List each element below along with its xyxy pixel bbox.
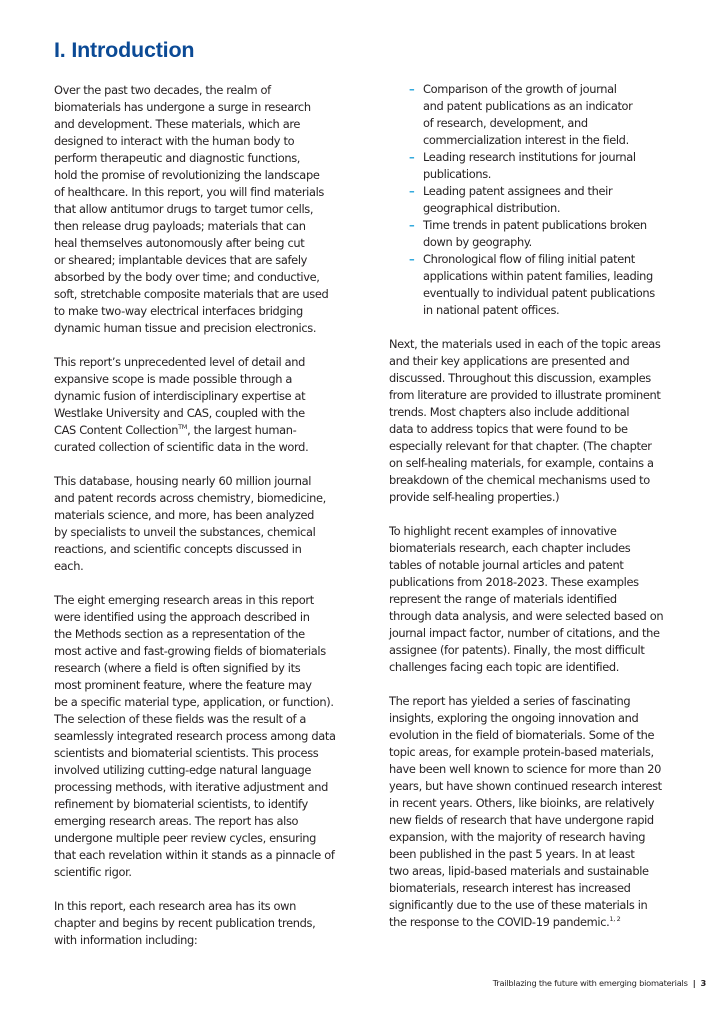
- text-line: research (where a field is often signified by its: [54, 661, 301, 675]
- text-line: involved utilizing cutting-edge natural language: [54, 763, 312, 777]
- paragraph-materials-applications: [389, 336, 707, 506]
- text-line: have been well known to science for more than 20: [389, 762, 662, 776]
- section-heading: I. Introduction: [54, 38, 195, 62]
- text-line: discussed. Throughout this discussion, examples: [389, 371, 651, 385]
- text-line: This report’s unprecedented level of detail and: [54, 355, 305, 369]
- paragraph-insights: [389, 693, 707, 931]
- text-line: on self-healing materials, for example, contains a: [389, 456, 654, 470]
- text-line: heal themselves autonomously after being cut: [54, 236, 305, 250]
- text-line: absorbed by the body over time; and conductive,: [54, 270, 320, 284]
- text-line: geographical distribution.: [423, 201, 561, 215]
- list-item: [389, 81, 707, 149]
- text-line: represent the range of materials identified: [389, 592, 617, 606]
- text-line: trends. Most chapters also include additional: [389, 405, 630, 419]
- text-line: [54, 422, 364, 439]
- text-line: in recent years. Others, like bioinks, are relatively: [389, 796, 655, 810]
- text-line: of healthcare. In this report, you will find materials: [54, 185, 325, 199]
- text-line: tables of notable journal articles and patent: [389, 558, 624, 572]
- list-item: [389, 217, 707, 251]
- left-column: [54, 82, 364, 966]
- text-line: two areas, lipid-based materials and sustainable: [389, 864, 649, 878]
- text-line: of research, development, and: [423, 116, 588, 130]
- text-line: Chronological flow of filing initial patent: [423, 252, 635, 266]
- text-line: that each revelation within it stands as a pinnacle of: [54, 848, 335, 862]
- text-line: significantly due to the use of these materials in: [389, 898, 648, 912]
- text-line: eventually to individual patent publications: [423, 286, 655, 300]
- text-line: Comparison of the growth of journal: [423, 82, 617, 96]
- text-line: The selection of these fields was the result of a: [54, 712, 307, 726]
- text-line: [389, 914, 707, 931]
- text-fragment: , the largest human-: [187, 423, 297, 437]
- paragraph-research-areas: [54, 592, 364, 881]
- paragraph-database: [54, 473, 364, 575]
- paragraph-recent-examples: [389, 523, 707, 676]
- text-line: Next, the materials used in each of the topic areas: [389, 337, 661, 351]
- text-line: were identified using the approach described in: [54, 610, 310, 624]
- text-line: curated collection of scientific data in the word.: [54, 440, 309, 454]
- list-item: [389, 149, 707, 183]
- text-line: refinement by biomaterial scientists, to identify: [54, 797, 308, 811]
- text-line: commercialization interest in the field.: [423, 133, 629, 147]
- text-line: Time trends in patent publications broken: [423, 218, 647, 232]
- footer-report-title: Trailblazing the future with emerging biomaterials: [492, 978, 688, 988]
- citation-superscript[interactable]: 1, 2: [609, 915, 621, 923]
- text-line: challenges facing each topic are identified.: [389, 660, 620, 674]
- text-line: expansion, with the majority of research having: [389, 830, 646, 844]
- text-line: biomaterials, research interest has increased: [389, 881, 631, 895]
- text-line: that allow antitumor drugs to target tumor cells,: [54, 202, 314, 216]
- list-item: [389, 183, 707, 217]
- text-line: seamlessly integrated research process among data: [54, 729, 336, 743]
- text-line: processing methods, with iterative adjustment and: [54, 780, 328, 794]
- text-line: scientists and biomaterial scientists. This process: [54, 746, 319, 760]
- text-line: expansive scope is made possible through a: [54, 372, 293, 386]
- list-item: [389, 251, 707, 319]
- text-line: hold the promise of revolutionizing the landscape: [54, 168, 320, 182]
- text-line: new fields of research that have undergone rapid: [389, 813, 654, 827]
- text-line: biomaterials research, each chapter includes: [389, 541, 631, 555]
- text-line: undergone multiple peer review cycles, ensuring: [54, 831, 317, 845]
- text-line: and their key applications are presented and: [389, 354, 630, 368]
- paragraph-intro: [54, 82, 364, 337]
- text-line: with information including:: [54, 933, 198, 947]
- text-line: The report has yielded a series of fascinating: [389, 694, 631, 708]
- paragraph-chapter-structure: [54, 898, 364, 949]
- text-line: most prominent feature, where the feature may: [54, 678, 312, 692]
- text-line: materials science, and more, has been analyzed: [54, 508, 315, 522]
- text-line: To highlight recent examples of innovative: [389, 524, 617, 538]
- text-line: Leading research institutions for journal: [423, 150, 636, 164]
- dash-bullet-icon: –: [409, 150, 415, 164]
- text-line: In this report, each research area has its own: [54, 899, 296, 913]
- text-line: and patent records across chemistry, biomedicine,: [54, 491, 326, 505]
- text-line: insights, exploring the ongoing innovation and: [389, 711, 639, 725]
- text-line: provide self-healing properties.): [389, 490, 560, 504]
- text-line: The eight emerging research areas in this report: [54, 593, 314, 607]
- dash-bullet-icon: –: [409, 82, 415, 96]
- text-line: down by geography.: [423, 235, 532, 249]
- text-line: dynamic fusion of interdisciplinary expertise at: [54, 389, 306, 403]
- text-line: years, but have shown continued research interest: [389, 779, 662, 793]
- text-line: breakdown of the chemical mechanisms used to: [389, 473, 650, 487]
- text-line: journal impact factor, number of citations, and the: [389, 626, 660, 640]
- text-line: to make two-way electrical interfaces bridging: [54, 304, 303, 318]
- text-fragment: the response to the COVID-19 pandemic.: [389, 915, 610, 929]
- text-line: dynamic human tissue and precision electronics.: [54, 321, 317, 335]
- dash-bullet-icon: –: [409, 252, 415, 266]
- text-line: through data analysis, and were selected based on: [389, 609, 664, 623]
- text-line: and patent publications as an indicator: [423, 99, 633, 113]
- text-line: and development. These materials, which are: [54, 117, 301, 131]
- publication-trends-list: [389, 81, 707, 319]
- text-line: perform therapeutic and diagnostic functions,: [54, 151, 301, 165]
- text-line: each.: [54, 559, 84, 573]
- dash-bullet-icon: –: [409, 218, 415, 232]
- text-line: the Methods section as a representation of the: [54, 627, 305, 641]
- text-line: evolution in the field of biomaterials. Some of the: [389, 728, 655, 742]
- text-line: from literature are provided to illustrate prominent: [389, 388, 661, 402]
- text-line: applications within patent families, leading: [423, 269, 653, 283]
- text-line: been published in the past 5 years. In at least: [389, 847, 635, 861]
- text-line: assignee (for patents). Finally, the most difficult: [389, 643, 645, 657]
- trademark-mark: TM: [178, 423, 188, 431]
- text-line: This database, housing nearly 60 million journal: [54, 474, 312, 488]
- text-line: designed to interact with the human body to: [54, 134, 295, 148]
- text-line: Westlake University and CAS, coupled with the: [54, 406, 305, 420]
- text-line: reactions, and scientific concepts discussed in: [54, 542, 302, 556]
- text-line: publications.: [423, 167, 492, 181]
- text-line: scientific rigor.: [54, 865, 132, 879]
- page-footer: [493, 978, 706, 988]
- text-line: most active and fast-growing fields of biomaterials: [54, 644, 326, 658]
- text-line: data to address topics that were found to be: [389, 422, 628, 436]
- text-line: Leading patent assignees and their: [423, 184, 613, 198]
- text-line: publications from 2018-2023. These examples: [389, 575, 639, 589]
- text-line: then release drug payloads; materials that can: [54, 219, 306, 233]
- text-line: topic areas, for example protein-based materials,: [389, 745, 654, 759]
- text-line: emerging research areas. The report has also: [54, 814, 299, 828]
- text-line: biomaterials has undergone a surge in research: [54, 100, 311, 114]
- text-line: soft, stretchable composite materials that are used: [54, 287, 329, 301]
- dash-bullet-icon: –: [409, 184, 415, 198]
- text-line: be a specific material type, application, or function).: [54, 695, 334, 709]
- page-number: 3: [700, 978, 706, 988]
- footer-separator: |: [692, 978, 696, 988]
- right-column: [389, 81, 707, 948]
- text-line: or sheared; implantable devices that are safely: [54, 253, 308, 267]
- text-line: in national patent offices.: [423, 303, 560, 317]
- text-line: especially relevant for that chapter. (The chapter: [389, 439, 652, 453]
- text-fragment: CAS Content Collection: [54, 423, 179, 437]
- text-line: by specialists to unveil the substances, chemical: [54, 525, 316, 539]
- paragraph-report-scope: [54, 354, 364, 456]
- text-line: chapter and begins by recent publication trends,: [54, 916, 316, 930]
- text-line: Over the past two decades, the realm of: [54, 83, 271, 97]
